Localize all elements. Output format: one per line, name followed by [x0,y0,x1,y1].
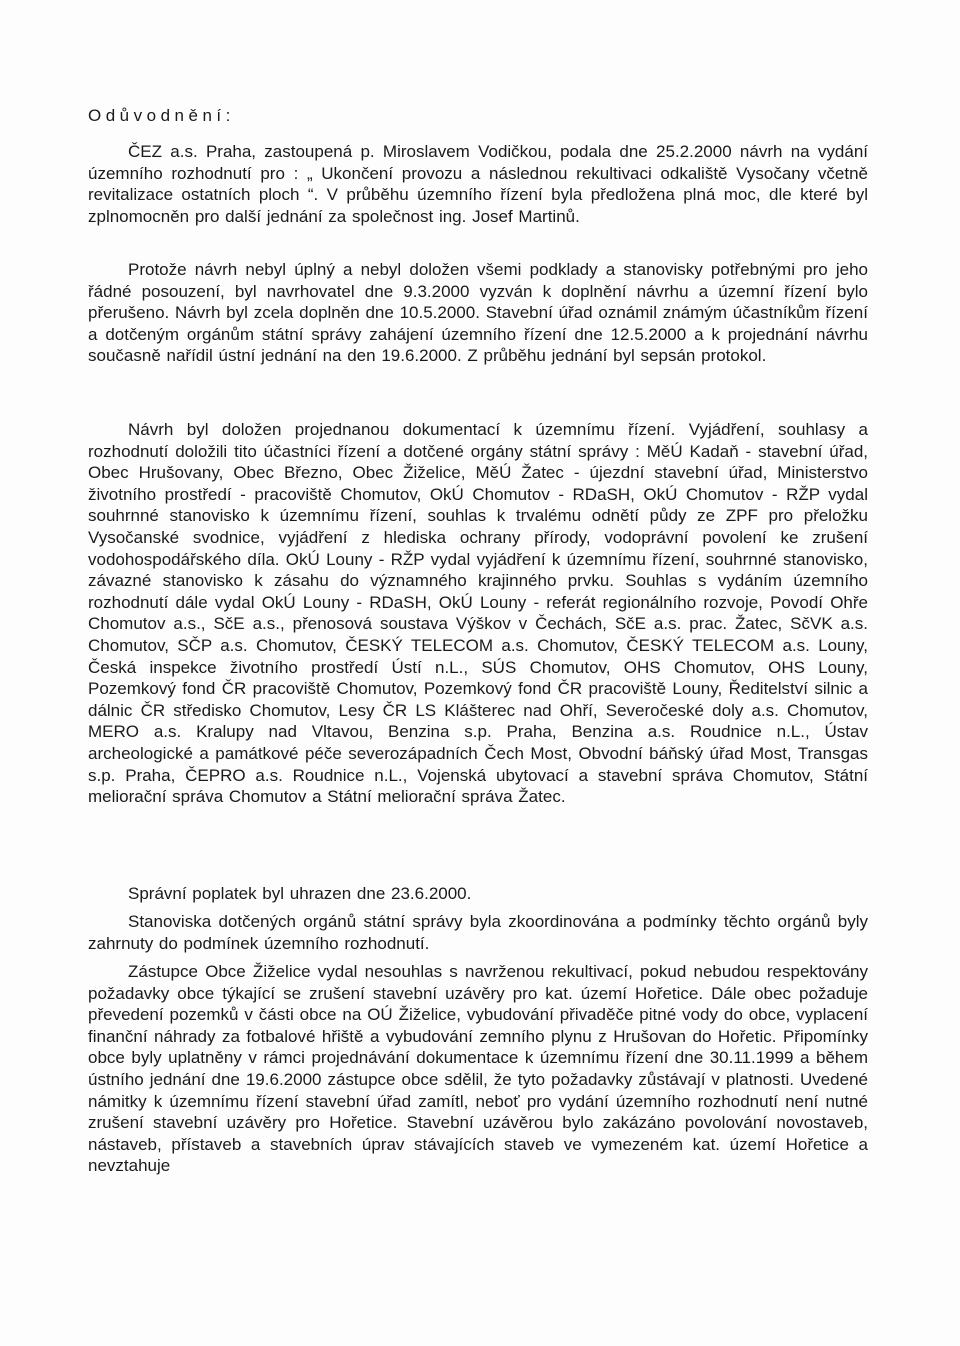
paragraph-fee [88,883,868,905]
paragraph-text: ČEZ a.s. Praha, zastoupená p. Miroslavem Vodičkou, podala dne 25.2.2000 návrh na vydání územního rozhodnutí pro : „ Ukončení provozu a následnou rekultivaci odkaliště Vysočany včetně revitalizace ostatních ploch “. V průběhu územního řízení byla předložena plná moc, dle které byl zplnomocněn pro další jednání za společnost ing. Josef Martinů. [88,142,868,226]
paragraph-documentation [88,419,868,808]
paragraph-text: Návrh byl doložen projednanou dokumentací k územnímu řízení. Vyjádření, souhlasy a rozhodnutí doložili tito účastníci řízení a dotčené orgány státní správy : MěÚ Kadaň - stavební úřad, Obec Hrušovany, Obec Březno, Obec Žiželice, MěÚ Žatec - újezdní stavební úřad, Ministerstvo životního prostředí - pracoviště Chomutov, OkÚ Chomutov - RDaSH, OkÚ Chomutov - RŽP vydal souhrnné stanovisko k územnímu řízení, souhlas k trvalému odnětí půdy ze ZPF pro přeložku Vysočanské svodnice, vyjádření z hlediska ochrany přírody, vodoprávní povolení ke zrušení vodohospodářského díla. OkÚ Louny - RŽP vydal vyjádření k územnímu řízení, souhrnné stanovisko, závazné stanovisko k zásahu do významného krajinného prvku. Souhlas s vydáním územního rozhodnutí dále vydal OkÚ Louny - RDaSH, OkÚ Louny - referát regionálního rozvoje, Povodí Ohře Chomutov a.s., SčE a.s., přenosová soustava Výškov v Čechách, SčE a.s. prac. Žatec, SčVK a.s. Chomutov, SČP a.s. Chomutov, ČESKÝ TELECOM a.s. Chomutov, ČESKÝ TELECOM a.s. Louny, Česká inspekce životního prostředí Ústí n.L., SÚS Chomutov, OHS Chomutov, OHS Louny, Pozemkový fond ČR pracoviště Chomutov, Pozemkový fond ČR pracoviště Louny, Ředitelství silnic a dálnic ČR středisko Chomutov, Lesy ČR LS Klášterec nad Ohří, Severočeské doly a.s. Chomutov, MERO a.s. Kralupy nad Vltavou, Benzina s.p. Praha, Benzina a.s. Roudnice n.L., Ústav archeologické a památkové péče severozápadních Čech Most, Obvodní báňský úřad Most, Transgas s.p. Praha, ČEPRO a.s. Roudnice n.L., Vojenská ubytovací a stavební správa Chomutov, Státní meliorační správa Chomutov a Státní meliorační správa Žatec. [88,420,868,807]
paragraph-coordination [88,911,868,954]
paragraph-text: Stanoviska dotčených orgánů státní správy byla zkoordinována a podmínky těchto orgánů byly zahrnuty do podmínek územního rozhodnutí. [88,912,868,953]
paragraph-text: Zástupce Obce Žiželice vydal nesouhlas s navrženou rekultivací, pokud nebudou respektovány požadavky obce týkající se zrušení stavební uzávěry pro kat. území Hořetice. Dále obec požaduje převedení pozemků v části obce na OÚ Žiželice, vybudování přivaděče pitné vody do obce, vyplacení finanční náhrady za fotbalové hřiště a vybudování zemního plynu z Hrušovan do Hořetic. Připomínky obce byly uplatněny v rámci projednávání dokumentace k územnímu řízení dne 30.11.1999 a během ústního jednání dne 19.6.2000 zástupce obce sdělil, že tyto požadavky zůstávají v platnosti. Uvedené námitky k územnímu řízení stavební úřad zamítl, neboť pro vydání územního rozhodnutí není nutné zrušení stavební uzávěry pro Hořetice. Stavební uzávěrou bylo zakázáno povolování novostaveb, nástaveb, přístaveb a stavebních úprav stávajících staveb ve vymezeném kat. území Hořetice a nevztahuje [88,962,868,1176]
paragraph-text: Správní poplatek byl uhrazen dne 23.6.2000. [128,884,472,903]
paragraph-interruption [88,259,868,367]
paragraph-application [88,141,868,227]
section-heading: Odůvodnění: [88,106,235,125]
paragraph-objection [88,961,868,1177]
paragraph-text: Protože návrh nebyl úplný a nebyl doložen všemi podklady a stanovisky potřebnými pro jeho řádné posouzení, byl navrhovatel dne 9.3.2000 vyzván k doplnění návrhu a územní řízení bylo přerušeno. Návrh byl zcela doplněn dne 10.5.2000. Stavební úřad oznámil známým účastníkům řízení a dotčeným orgánům státní správy zahájení územního řízení dne 12.5.2000 a k projednání návrhu současně nařídil ústní jednání na den 19.6.2000. Z průběhu jednání byl sepsán protokol. [88,260,868,366]
